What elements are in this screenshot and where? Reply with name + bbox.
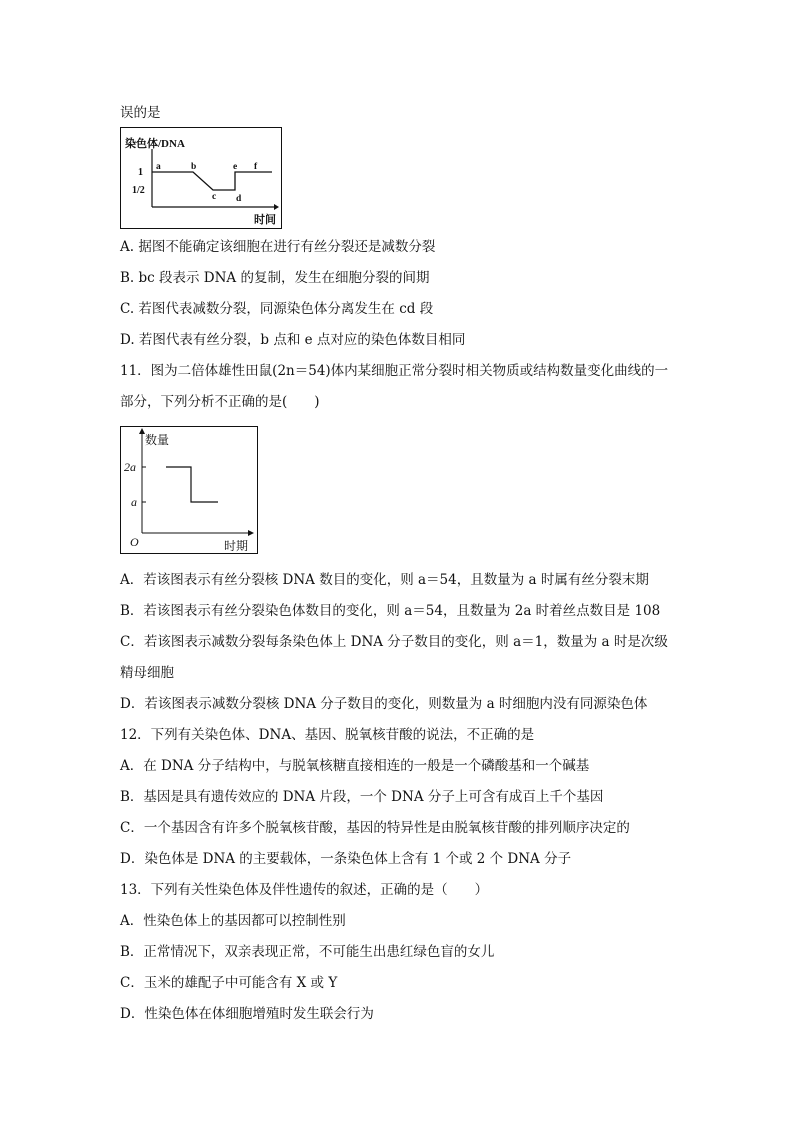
q12-stem: 12．下列有关染色体、DNA、基因、脱氧核苷酸的说法，不正确的是 <box>120 727 535 743</box>
q13-option-d: D．性染色体在体细胞增殖时发生联会行为 <box>120 1006 374 1022</box>
q12-option-d: D．染色体是 DNA 的主要载体，一条染色体上含有 1 个或 2 个 DNA 分子 <box>120 851 572 867</box>
q13-option-c: C．玉米的雄配子中可能含有 X 或 Y <box>120 975 338 991</box>
q12-option-c: C．一个基因含有许多个脱氧核苷酸，基因的特异性是由脱氧核苷酸的排列顺序决定的 <box>120 820 630 836</box>
q10-point-b: b <box>191 162 197 172</box>
q11-option-c: C．若该图表示减数分裂每条染色体上 DNA 分子数目的变化，则 a＝1，数量为 a 时是次级 <box>120 634 668 650</box>
q11-ytick-a: a <box>131 495 137 509</box>
q10-option-c: C. 若图代表减数分裂，同源染色体分离发生在 cd 段 <box>120 301 434 317</box>
q11-origin: O <box>130 535 139 549</box>
q10-point-f: f <box>254 162 258 172</box>
q11-option-b: B．若该图表示有丝分裂染色体数目的变化，则 a＝54，且数量为 2a 时着丝点数目是 108 <box>120 603 661 619</box>
q10-xlabel: 时间 <box>254 214 276 226</box>
q11-option-a: A．若该图表示有丝分裂核 DNA 数目的变化，则 a＝54，且数量为 a 时属有丝分裂末期 <box>120 572 649 588</box>
q10-point-e: e <box>233 162 238 172</box>
q12-option-b: B．基因是具有遗传效应的 DNA 片段，一个 DNA 分子上可含有成百上千个基因 <box>120 789 604 805</box>
q10-option-d: D. 若图代表有丝分裂，b 点和 e 点对应的染色体数目相同 <box>120 332 466 348</box>
q11-option-d: D．若该图表示减数分裂核 DNA 分子数目的变化，则数量为 a 时细胞内没有同源染色体 <box>120 696 648 712</box>
q11-ylabel: 数量 <box>145 433 170 447</box>
q10-ytick-half: 1/2 <box>132 185 145 196</box>
q13-option-b: B．正常情况下，双亲表现正常，不可能生出患红绿色盲的女儿 <box>120 944 495 960</box>
q10-point-d: d <box>236 194 242 204</box>
q11-stem-line2: 部分，下列分析不正确的是( ) <box>120 394 320 410</box>
q11-option-c-cont: 精母细胞 <box>120 665 174 681</box>
q11-figure <box>120 426 258 554</box>
q12-option-a: A．在 DNA 分子结构中，与脱氧核糖直接相连的一般是一个磷酸基和一个碱基 <box>120 758 590 774</box>
q10-point-a: a <box>156 162 161 172</box>
q10-option-a: A. 据图不能确定该细胞在进行有丝分裂还是减数分裂 <box>120 239 436 255</box>
q10-stem-tail: 误的是 <box>120 105 161 121</box>
q10-ytick-1: 1 <box>138 167 143 178</box>
q11-xlabel: 时期 <box>224 539 249 553</box>
q11-ytick-2a: 2a <box>124 460 136 474</box>
q11-stem-line1: 11．图为二倍体雄性田鼠(2n＝54)体内某细胞正常分裂时相关物质或结构数量变化曲线的一 <box>120 363 669 379</box>
q13-option-a: A．性染色体上的基因都可以控制性别 <box>120 913 346 929</box>
q10-figure <box>120 127 282 229</box>
q10-option-b: B. bc 段表示 DNA 的复制，发生在细胞分裂的间期 <box>120 270 430 286</box>
q13-stem: 13．下列有关性染色体及伴性遗传的叙述，正确的是（ ） <box>120 882 489 898</box>
q10-point-c: c <box>212 192 217 202</box>
q10-ylabel: 染色体/DNA <box>125 138 185 150</box>
